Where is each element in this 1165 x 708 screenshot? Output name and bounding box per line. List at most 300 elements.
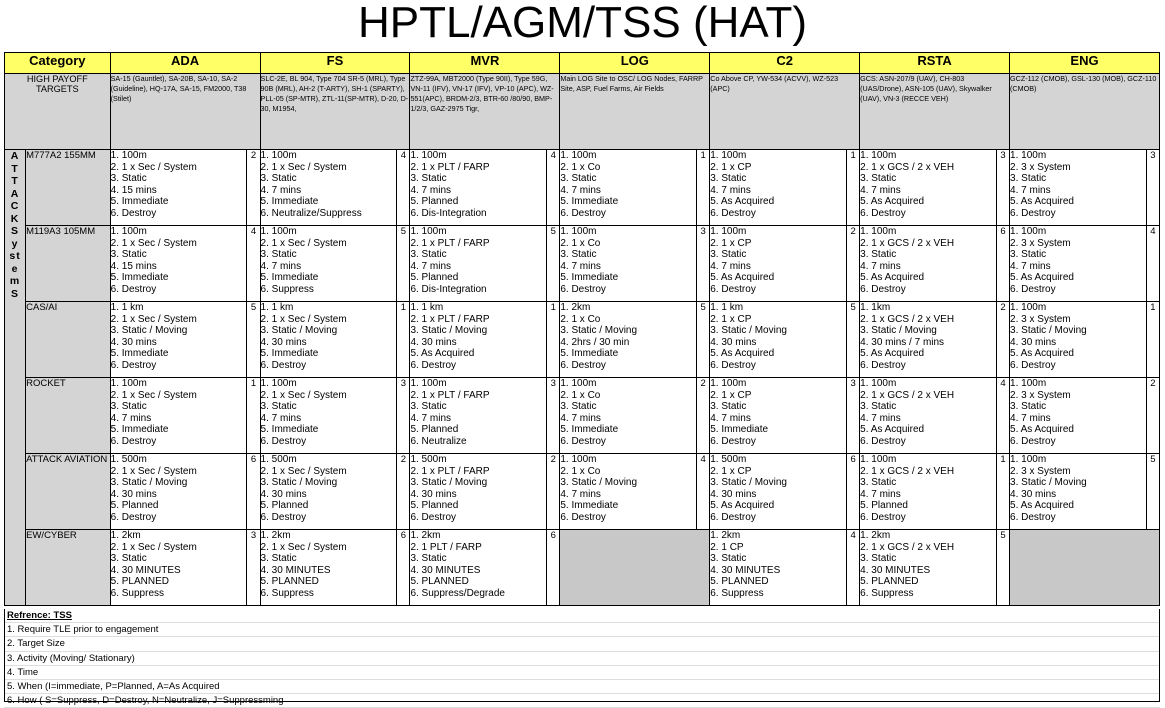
hpt-label: HIGH PAYOFF TARGETS (5, 74, 111, 150)
priority-number: 3 (996, 150, 1009, 226)
priority-number: 5 (697, 302, 710, 378)
tss-line: 6. Destroy (110, 511, 157, 523)
reference-item: 5. When (I=immediate, P=Planned, A=As Acquired (4, 680, 1160, 694)
tss-line: 1. 2km (110, 530, 141, 541)
tss-line: 3. Static (1010, 249, 1047, 261)
tss-line: 1. 100m (1010, 378, 1047, 389)
tss-line: 5. PLANNED (710, 576, 769, 588)
tss-line: 1. 100m (1010, 226, 1047, 237)
tss-line: 2. 1 x CP (710, 237, 752, 249)
tss-line: 3. Static (410, 173, 447, 185)
tss-line: 4. 30 MINUTES (860, 564, 931, 576)
tss-line: 6. Destroy (410, 359, 457, 371)
empty-cell (560, 530, 710, 606)
tss-line: 1. 100m (260, 226, 297, 237)
tss-line: 3. Static (560, 249, 597, 261)
hpt-cell: GCS: ASN-207/9 (UAV), CH-803 (UAS/Drone), ASN-105 (UAV), Skywalker (UAV), VN-3 (RECCE VEH) (860, 74, 1010, 150)
tss-line: 6. Destroy (260, 435, 307, 447)
column-header-rsta: RSTA (860, 53, 1010, 74)
priority-number: 6 (247, 454, 260, 530)
tss-cell (410, 454, 547, 530)
priority-number: 6 (547, 530, 560, 606)
tss-line: 3. Static (860, 553, 897, 565)
tss-cell (860, 530, 997, 606)
hpt-cell: Co Above CP, YW-534 (ACVV), WZ-523 (APC) (710, 74, 860, 150)
tss-cell (860, 226, 997, 302)
tss-line: 6. Suppress (860, 587, 914, 599)
tss-line: 6. Destroy (860, 359, 906, 371)
column-header-eng: ENG (1010, 53, 1160, 74)
tss-line: 4. 7 mins (560, 260, 601, 272)
reference-item: 6. How ( S=Suppress, D=Destroy, N=Neutralize, J=Suppressming (4, 694, 1160, 708)
priority-number: 4 (397, 150, 410, 226)
tss-line: 2. 3 x System (1010, 465, 1071, 477)
tss-line: 2. 1 x PLT / FARP (410, 465, 490, 477)
tss-line: 6. Destroy (110, 207, 157, 219)
tss-line: 6. Destroy (560, 283, 606, 295)
tss-line: 3. Static (860, 173, 897, 185)
priority-number: 4 (1146, 226, 1159, 302)
tss-line: 6. Destroy (860, 435, 906, 447)
side-letter: S (11, 225, 20, 237)
tss-line: 6. Neutralize (410, 435, 467, 447)
tss-line: 6. Neutralize/Suppress (260, 207, 362, 219)
priority-number: 1 (547, 302, 560, 378)
tss-line: 1. 100m (410, 378, 447, 389)
page-title: HPTL/AGM/TSS (HAT) (358, 0, 807, 47)
tss-line: 1. 100m (860, 226, 897, 237)
tss-line: 2. 1 x GCS / 2 x VEH (860, 541, 955, 553)
tss-line: 2. 3 x System (1010, 313, 1071, 325)
tss-line: 6. Destroy (560, 359, 606, 371)
tss-line: 6. Suppress (710, 587, 764, 599)
tss-line: 2. 1 x Sec / System (260, 161, 347, 173)
tss-cell (260, 454, 397, 530)
tss-line: 5. Planned (410, 272, 459, 284)
tss-line: 2. 1 x Sec / System (260, 237, 347, 249)
tss-line: 2. 3 x System (1010, 237, 1071, 249)
tss-line: 6. Destroy (260, 511, 307, 523)
table-row (5, 378, 1160, 454)
tss-line: 1. 100m (560, 226, 597, 237)
priority-number: 6 (397, 530, 410, 606)
tss-cell (110, 530, 247, 606)
tss-line: 6. Destroy (410, 511, 457, 523)
tss-line: 5. As Acquired (1010, 272, 1074, 284)
system-label: ROCKET (26, 378, 111, 454)
column-header-c2: C2 (710, 53, 860, 74)
tss-line: 4. 30 mins / 7 mins (860, 336, 945, 348)
tss-line: 4. 15 mins (110, 260, 157, 272)
tss-line: 4. 7 mins (410, 184, 452, 196)
tss-line: 4. 30 MINUTES (110, 564, 181, 576)
priority-number: 2 (1146, 378, 1159, 454)
tss-line: 5. PLANNED (410, 576, 469, 588)
tss-line: 4. 7 mins (410, 260, 452, 272)
tss-line: 2. 1 x Sec / System (260, 465, 347, 477)
tss-line: 4. 7 mins (110, 412, 152, 424)
tss-cell (410, 150, 547, 226)
tss-line: 3. Static (260, 401, 297, 413)
tss-line: 5. Immediate (110, 424, 169, 436)
side-letter: e (11, 262, 19, 275)
tss-line: 5. Planned (410, 500, 459, 512)
tss-line: 1. 1km (860, 302, 891, 313)
tss-line: 3. Static / Moving (110, 325, 188, 337)
tss-cell (110, 302, 247, 378)
system-label: ATTACK AVIATION (26, 454, 111, 530)
tss-line: 3. Static / Moving (560, 477, 638, 489)
tss-line: 5. As Acquired (860, 424, 925, 436)
tss-line: 5. Immediate (260, 348, 319, 360)
tss-line: 3. Static / Moving (410, 477, 488, 489)
tss-line: 6. Destroy (1010, 435, 1056, 447)
tss-line: 2. 1 x GCS / 2 x VEH (860, 313, 955, 325)
tss-line: 4. 7 mins (560, 412, 601, 424)
tss-line: 5. PLANNED (110, 576, 169, 588)
tss-line: 5. As Acquired (860, 196, 925, 208)
side-letter: A (10, 187, 20, 200)
system-label: M119A3 105MM (26, 226, 111, 302)
tss-line: 6. Destroy (110, 283, 157, 295)
tss-line: 3. Static / Moving (260, 477, 338, 489)
tss-line: 5. Immediate (110, 348, 169, 360)
priority-number: 4 (697, 454, 710, 530)
tss-line: 5. Planned (410, 196, 459, 208)
tss-cell (110, 454, 247, 530)
tss-cell (260, 378, 397, 454)
tss-line: 1. 100m (710, 378, 747, 389)
hpt-cell: SA-15 (Gauntlet), SA-20B, SA-10, SA-2 (Guideline), HQ-17A, SA-15, FM2000, T38 (Stilet) (110, 74, 260, 150)
priority-number: 1 (996, 454, 1009, 530)
tss-line: 4. 7 mins (560, 488, 601, 500)
tss-cell (1010, 150, 1147, 226)
tss-line: 2. 1 x PLT / FARP (410, 237, 490, 249)
priority-number: 2 (697, 378, 710, 454)
tss-line: 5. Immediate (110, 196, 169, 208)
tss-line: 2. 1 x GCS / 2 x VEH (860, 389, 955, 401)
tss-cell (560, 454, 697, 530)
tss-line: 3. Static (410, 249, 447, 261)
tss-line: 4. 7 mins (860, 412, 901, 424)
category-header: Category (5, 53, 111, 74)
tss-line: 5. Planned (260, 500, 309, 512)
tss-line: 6. Suppress (260, 587, 314, 599)
table-row (5, 530, 1160, 606)
tss-line: 3. Static (410, 553, 447, 565)
tss-line: 6. Destroy (860, 511, 906, 523)
tss-cell (110, 226, 247, 302)
column-header-log: LOG (560, 53, 710, 74)
priority-number: 5 (547, 226, 560, 302)
tss-line: 4. 30 mins (410, 488, 457, 500)
tss-line: 5. As Acquired (1010, 348, 1074, 360)
tss-line: 6. Destroy (110, 359, 157, 371)
table-row (5, 302, 1160, 378)
priority-number: 4 (847, 530, 860, 606)
tss-line: 4. 30 mins (710, 488, 757, 500)
system-label: M777A2 155MM (26, 150, 111, 226)
tss-line: 5. Planned (860, 500, 908, 512)
tss-line: 5. Planned (110, 500, 159, 512)
tss-line: 5. Immediate (110, 272, 169, 284)
tss-cell (560, 226, 697, 302)
system-label: CAS/AI (26, 302, 111, 378)
tss-line: 6. Destroy (260, 359, 307, 371)
tss-line: 5. As Acquired (710, 272, 775, 284)
tss-line: 1. 100m (1010, 302, 1047, 313)
tss-line: 2. 1 x Sec / System (260, 313, 347, 325)
tss-line: 4. 7 mins (860, 260, 901, 272)
tss-line: 5. Immediate (560, 348, 619, 360)
tss-line: 2. 1 x Sec / System (110, 389, 197, 401)
tss-line: 2. 1 x Sec / System (110, 161, 197, 173)
tss-line: 5. As Acquired (710, 348, 775, 360)
side-letter: S (11, 287, 20, 300)
tss-line: 3. Static (260, 553, 297, 565)
tss-line: 2. 1 x Co (560, 465, 601, 477)
tss-line: 6. Destroy (1010, 283, 1056, 295)
tss-line: 3. Static (1010, 401, 1047, 413)
tss-line: 2. 1 x Sec / System (110, 465, 197, 477)
tss-line: 2. 1 x PLT / FARP (410, 389, 490, 401)
tss-line: 5. As Acquired (860, 348, 925, 360)
table-row (5, 454, 1160, 530)
tss-line: 1. 2km (710, 530, 741, 541)
priority-number: 3 (697, 226, 710, 302)
tss-cell (860, 454, 997, 530)
tss-line: 2. 1 x CP (710, 465, 752, 477)
tss-line: 3. Static (1010, 173, 1047, 185)
priority-number: 4 (247, 226, 260, 302)
system-label: EW/CYBER (26, 530, 111, 606)
priority-number: 3 (847, 378, 860, 454)
tss-cell (260, 226, 397, 302)
tss-line: 1. 100m (710, 150, 747, 161)
tss-line: 1. 100m (860, 454, 897, 465)
tss-line: 3. Static (860, 249, 897, 261)
tss-line: 5. As Acquired (1010, 424, 1074, 436)
tss-cell (710, 530, 847, 606)
tss-line: 1. 500m (710, 454, 747, 465)
tss-line: 1. 1 km (260, 302, 294, 313)
side-letter: T (11, 175, 19, 187)
priority-number: 1 (397, 302, 410, 378)
tss-line: 5. Planned (410, 424, 459, 436)
tss-line: 2. 1 x GCS / 2 x VEH (860, 161, 955, 173)
tss-line: 1. 2km (410, 530, 441, 541)
attack-systems-label (5, 150, 26, 606)
priority-number: 1 (697, 150, 710, 226)
tss-cell (1010, 226, 1147, 302)
priority-number: 6 (996, 226, 1009, 302)
tss-line: 1. 100m (110, 378, 147, 389)
tss-cell (410, 378, 547, 454)
side-letter: y (11, 237, 19, 250)
priority-number: 4 (547, 150, 560, 226)
tss-cell (110, 150, 247, 226)
tss-line: 6. Suppress (260, 283, 314, 295)
tss-cell (1010, 378, 1147, 454)
tss-line: 1. 2km (260, 530, 291, 541)
tss-line: 1. 2km (860, 530, 891, 541)
tss-line: 5. Immediate (260, 272, 319, 284)
tss-line: 2. 1 x Sec / System (260, 541, 347, 553)
tss-line: 3. Static (860, 477, 897, 489)
tss-line: 2. 1 x Co (560, 313, 601, 325)
tss-line: 2. 1 x CP (710, 389, 752, 401)
priority-number: 1 (1146, 302, 1159, 378)
tss-line: 6. Destroy (710, 283, 756, 295)
tss-line: 3. Static / Moving (1010, 325, 1087, 337)
tss-line: 4. 7 mins (1010, 412, 1051, 424)
tss-line: 3. Static (860, 401, 897, 413)
priority-number: 5 (1146, 454, 1159, 530)
tss-line: 2. 1 x GCS / 2 x VEH (860, 465, 955, 477)
tss-line: 6. Destroy (110, 435, 157, 447)
tss-line: 3. Static / Moving (1010, 477, 1087, 489)
priority-number: 3 (1146, 150, 1159, 226)
tss-line: 3. Static / Moving (260, 325, 338, 337)
tss-line: 4. 7 mins (260, 184, 302, 196)
tss-line: 4. 7 mins (1010, 184, 1051, 196)
tss-cell (860, 302, 997, 378)
tss-line: 3. Static (560, 173, 597, 185)
tss-line: 1. 100m (1010, 454, 1047, 465)
tss-line: 1. 100m (1010, 150, 1047, 161)
side-letter: C (10, 200, 20, 212)
tss-line: 6. Destroy (1010, 511, 1056, 523)
tss-line: 2. 1 x PLT / FARP (410, 313, 490, 325)
tss-line: 4. 30 mins (110, 488, 157, 500)
tss-line: 6. Destroy (560, 435, 606, 447)
tss-line: 5. Immediate (260, 196, 319, 208)
tss-line: 6. Dis-Integration (410, 283, 487, 295)
tss-line: 2. 1 x Sec / System (260, 389, 347, 401)
tss-cell (410, 302, 547, 378)
tss-line: 3. Static (560, 401, 597, 413)
priority-number: 2 (996, 302, 1009, 378)
tss-cell (710, 378, 847, 454)
hpt-cell: SLC-2E, BL 904, Type 704 SR-5 (MRL), Type 90B (MRL), AH-2 (T-ARTY), SH-1 (SPARTY), PLL-05 (SP-MTR), ZTL-11(SP-MTR), D-20, D-30, M1954, (260, 74, 410, 150)
tss-line: 3. Static (260, 173, 297, 185)
tss-cell (710, 226, 847, 302)
tss-line: 4. 30 mins (110, 336, 157, 348)
tss-line: 2. 3 x System (1010, 389, 1071, 401)
tss-line: 2. 1 x Co (560, 237, 601, 249)
tss-line: 6. Destroy (860, 207, 906, 219)
tss-line: 2. 1 x Sec / System (110, 237, 197, 249)
tss-line: 3. Static / Moving (560, 325, 638, 337)
tss-line: 1. 100m (260, 378, 297, 389)
tss-line: 1. 1 km (110, 302, 144, 313)
tss-line: 3. Static (110, 173, 147, 185)
tss-line: 1. 100m (860, 378, 897, 389)
tss-cell (410, 226, 547, 302)
priority-number: 3 (247, 530, 260, 606)
tss-line: 5. Immediate (560, 424, 619, 436)
tss-cell (560, 378, 697, 454)
tss-line: 6. Destroy (710, 511, 756, 523)
column-header-fs: FS (260, 53, 410, 74)
reference-item: 1. Require TLE prior to engagement (4, 623, 1160, 637)
tss-line: 2. 1 x Sec / System (110, 313, 197, 325)
tss-line: 1. 500m (410, 454, 447, 465)
tss-line: 1. 100m (560, 378, 597, 389)
priority-number: 3 (547, 378, 560, 454)
tss-cell (860, 150, 997, 226)
priority-number: 5 (397, 226, 410, 302)
tss-line: 6. Suppress/Degrade (410, 587, 505, 599)
hpt-cell: ZTZ-99A, MBT2000 (Type 90II), Type 59G, VN-11 (IFV), VN-17 (IFV), VP-10 (APC), WZ-551(APC), BRDM-2/3, BTR-60 /80/90, BMP-1/2/3, GAZ-2975 Tigr, (410, 74, 560, 150)
tss-line: 5. As Acquired (860, 272, 925, 284)
tss-line: 5. PLANNED (260, 576, 319, 588)
tss-cell (560, 302, 697, 378)
tss-line: 4. 7 mins (410, 412, 452, 424)
tss-line: 4. 7 mins (260, 412, 302, 424)
priority-number: 3 (397, 378, 410, 454)
hat-matrix (4, 52, 1160, 606)
tss-line: 3. Static (110, 401, 147, 413)
tss-line: 3. Static / Moving (710, 477, 787, 489)
tss-line: 3. Static (710, 249, 747, 261)
tss-line: 6. Destroy (1010, 207, 1056, 219)
tss-line: 4. 7 mins (710, 184, 751, 196)
tss-line: 3. Static (710, 173, 747, 185)
tss-line: 6. Destroy (860, 283, 906, 295)
column-header-mvr: MVR (410, 53, 560, 74)
tss-line: 4. 7 mins (860, 488, 901, 500)
tss-line: 6. Destroy (710, 359, 756, 371)
tss-line: 3. Static (260, 249, 297, 261)
tss-line: 1. 1 km (410, 302, 444, 313)
priority-number: 1 (247, 378, 260, 454)
tss-line: 5. As Acquired (710, 196, 775, 208)
tss-line: 2. 1 x CP (710, 161, 752, 173)
tss-line: 6. Suppress (110, 587, 165, 599)
tss-line: 2. 1 CP (710, 541, 744, 553)
tss-line: 4. 7 mins (1010, 260, 1051, 272)
tss-line: 1. 1 km (710, 302, 744, 313)
tss-line: 6. Destroy (560, 207, 606, 219)
tss-line: 4. 30 MINUTES (260, 564, 331, 576)
tss-cell (1010, 302, 1147, 378)
priority-number: 5 (847, 302, 860, 378)
tss-line: 3. Static / Moving (860, 325, 937, 337)
tss-line: 1. 100m (110, 226, 147, 237)
tss-line: 3. Static / Moving (410, 325, 488, 337)
tss-line: 6. Destroy (710, 435, 756, 447)
tss-line: 1. 100m (710, 226, 747, 237)
side-letter: st (9, 250, 21, 262)
tss-line: 4. 30 mins (710, 336, 757, 348)
tss-line: 6. Destroy (560, 511, 606, 523)
priority-number: 6 (847, 454, 860, 530)
tss-line: 1. 100m (410, 150, 447, 161)
table-row (5, 226, 1160, 302)
tss-cell (110, 378, 247, 454)
side-letter: K (10, 212, 20, 225)
tss-line: 3. Static (410, 401, 447, 413)
priority-number: 4 (996, 378, 1009, 454)
side-letter: A (10, 150, 20, 162)
tss-line: 2. 1 x CP (710, 313, 752, 325)
reference-notes (4, 609, 1160, 708)
tss-line: 4. 30 mins (410, 336, 457, 348)
tss-line: 4. 30 mins (1010, 488, 1057, 500)
tss-line: 4. 15 mins (110, 184, 157, 196)
tss-cell (410, 530, 547, 606)
